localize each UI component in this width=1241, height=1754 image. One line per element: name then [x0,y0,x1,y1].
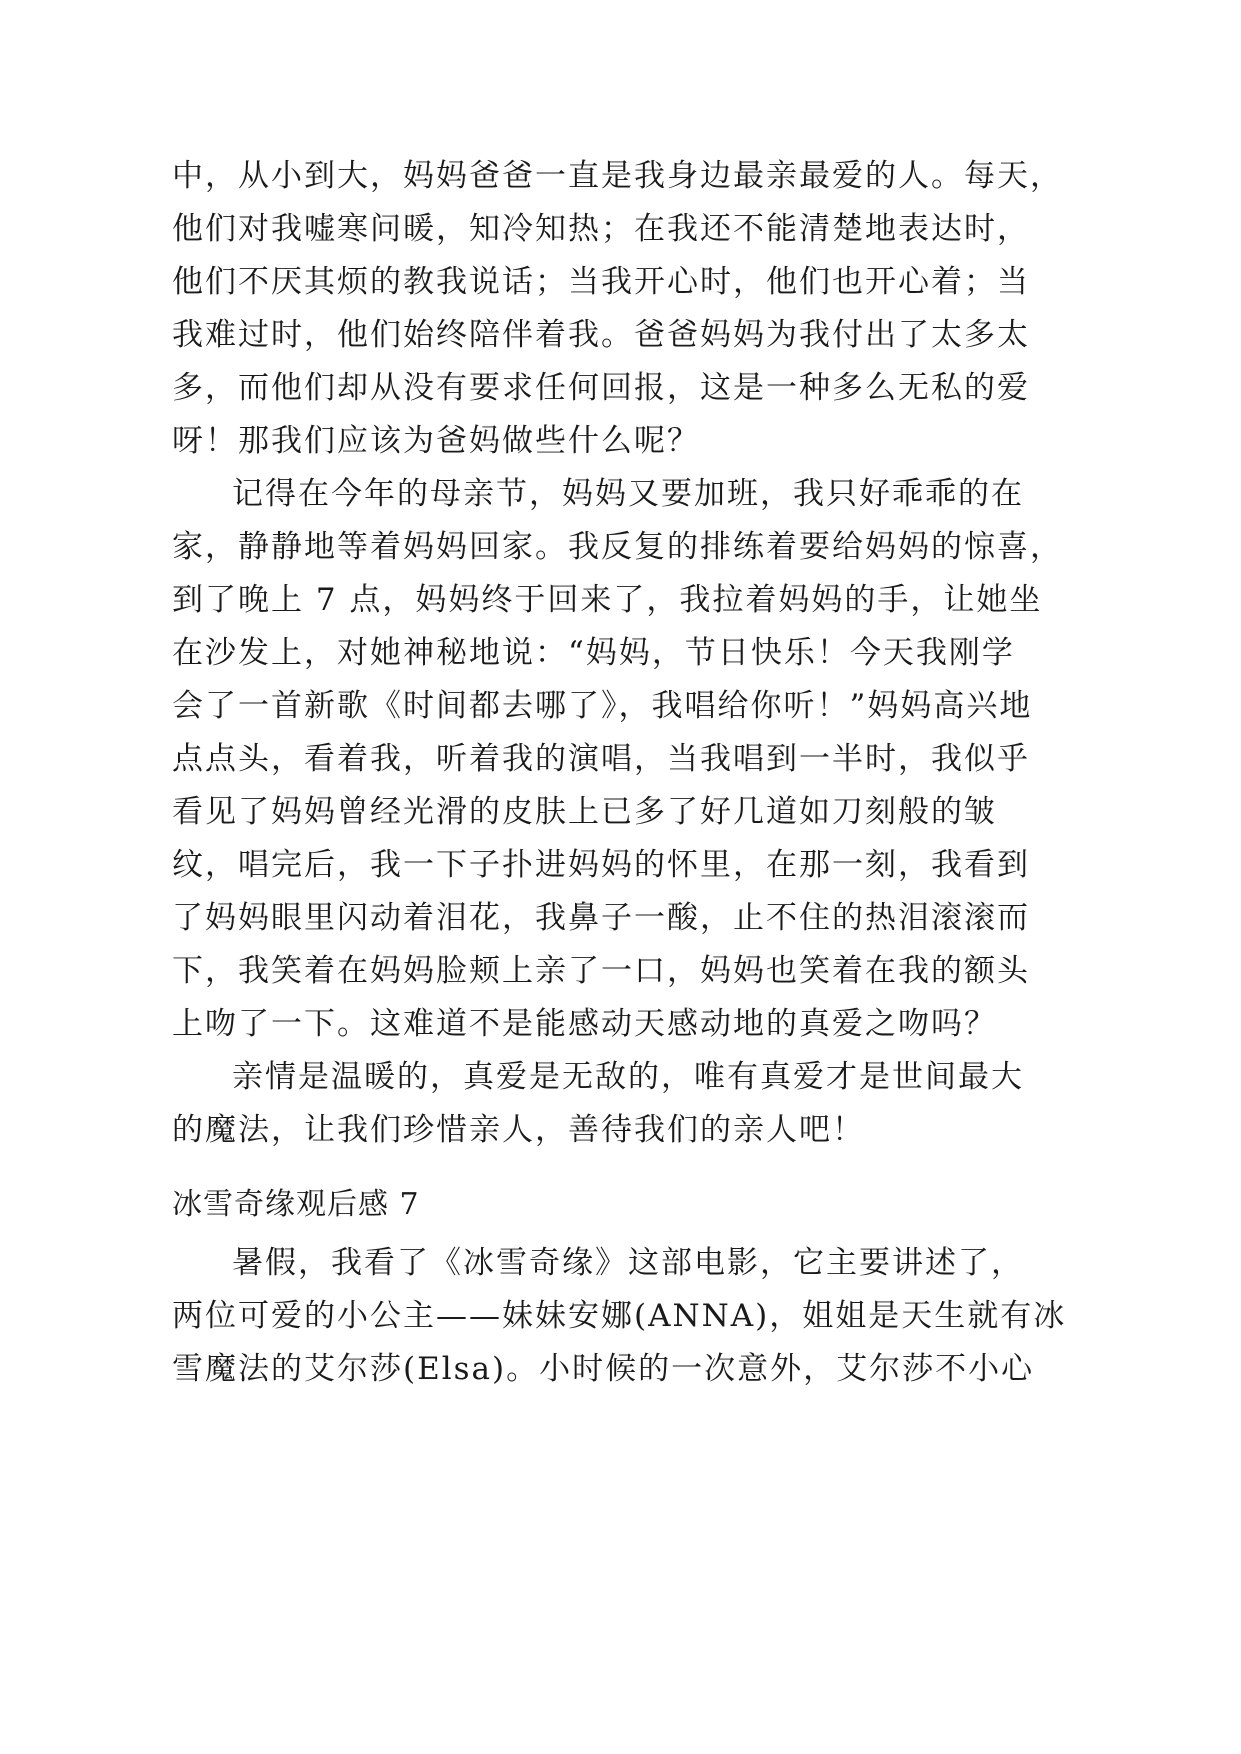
paragraph-line: 两位可爱的小公主——妹妹安娜(ANNA)，姐姐是天生就有冰 [172,1298,1067,1334]
paragraph-line: 看见了妈妈曾经光滑的皮肤上已多了好几道如刀刻般的皱 [172,794,997,830]
paragraph-line: 下，我笑着在妈妈脸颊上亲了一口，妈妈也笑着在我的额头 [172,953,1030,989]
paragraph-line: 呀！那我们应该为爸妈做些什么呢？ [172,423,700,459]
paragraph-line: 暑假，我看了《冰雪奇缘》这部电影，它主要讲述了， [232,1245,1024,1281]
paragraph-line: 会了一首新歌《时间都去哪了》，我唱给你听！”妈妈高兴地 [172,688,1033,724]
paragraph-line: 他们不厌其烦的教我说话；当我开心时，他们也开心着；当 [172,264,1030,300]
paragraph-line: 他们对我嘘寒问暖，知冷知热；在我还不能清楚地表达时， [172,211,1030,247]
paragraph-line: 的魔法，让我们珍惜亲人，善待我们的亲人吧！ [172,1112,865,1148]
paragraph-line: 在沙发上，对她神秘地说：“妈妈，节日快乐！今天我刚学 [172,635,1015,671]
section-heading: 冰雪奇缘观后感 7 [172,1187,420,1222]
paragraph-line: 到了晚上 7 点，妈妈终于回来了，我拉着妈妈的手，让她坐 [172,582,1043,618]
paragraph-line: 雪魔法的艾尔莎(Elsa)。小时候的一次意外，艾尔莎不小心 [172,1351,1035,1387]
paragraph-line: 纹，唱完后，我一下子扑进妈妈的怀里，在那一刻，我看到 [172,847,1030,883]
paragraph-line: 家，静静地等着妈妈回家。我反复的排练着要给妈妈的惊喜， [172,529,1063,565]
paragraph-line: 记得在今年的母亲节，妈妈又要加班，我只好乖乖的在 [232,476,1024,512]
paragraph-line: 上吻了一下。这难道不是能感动天感动地的真爱之吻吗？ [172,1006,997,1042]
paragraph-line: 我难过时，他们始终陪伴着我。爸爸妈妈为我付出了太多太 [172,317,1030,353]
paragraph-line: 点点头，看着我，听着我的演唱，当我唱到一半时，我似乎 [172,741,1030,777]
paragraph-line: 多，而他们却从没有要求任何回报，这是一种多么无私的爱 [172,370,1030,406]
paragraph-line: 中，从小到大，妈妈爸爸一直是我身边最亲最爱的人。每天， [172,158,1063,194]
paragraph-line: 亲情是温暖的，真爱是无敌的，唯有真爱才是世间最大 [232,1059,1024,1095]
paragraph-line: 了妈妈眼里闪动着泪花，我鼻子一酸，止不住的热泪滚滚而 [172,900,1030,936]
